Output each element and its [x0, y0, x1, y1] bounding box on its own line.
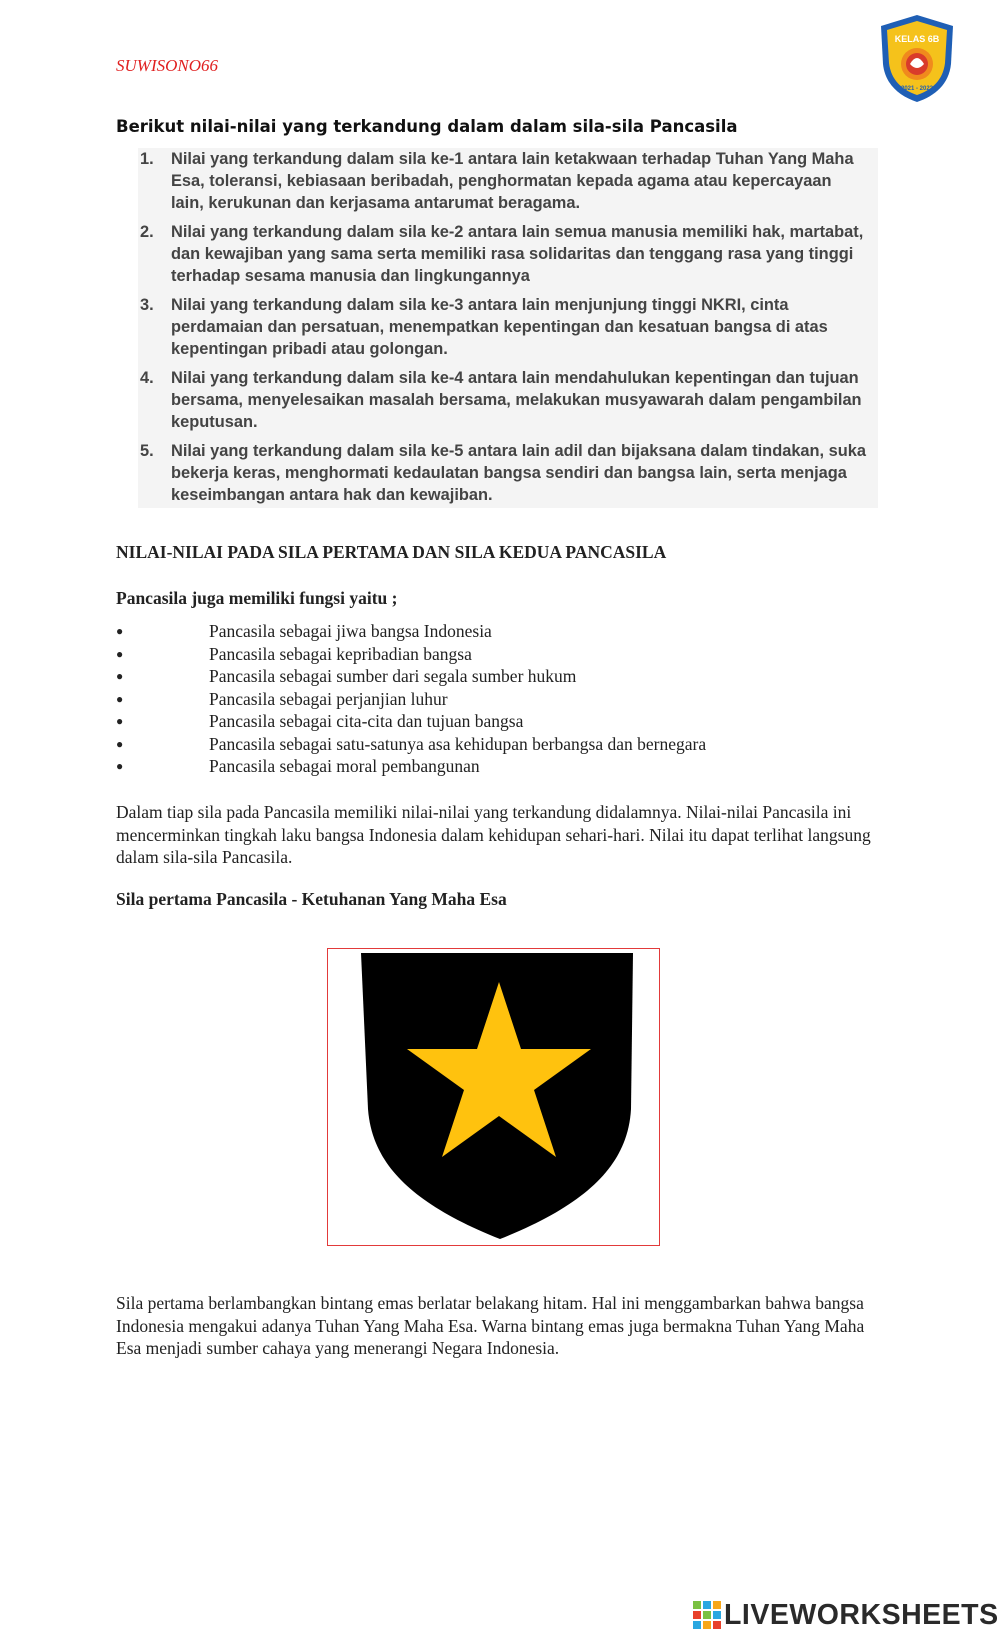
logo-text-top: KELAS 6B	[894, 34, 940, 44]
bullet-icon: ●	[116, 759, 124, 773]
value-text: Nilai yang terkandung dalam sila ke-5 antara lain adil dan bijaksana dalam tindakan, suka bekerja keras, menghormati kedaulatan bangsa sendiri dan bangsa lain, serta menjaga keseimbangan antara hak dan kewajiban.	[171, 442, 867, 504]
value-text: Nilai yang terkandung dalam sila ke-3 antara lain menjunjung tinggi NKRI, cinta perdamaian dan persatuan, menempatkan kepentingan dan kesatuan bangsa di atas kepentingan pribadi atau golongan.	[171, 296, 828, 358]
value-item-4	[138, 367, 868, 433]
liveworksheets-brand[interactable]	[693, 1598, 999, 1632]
bullet-icon: ●	[116, 736, 124, 751]
value-text: Nilai yang terkandung dalam sila ke-4 antara lain mendahulukan kepentingan dan tujuan bersama, menyelesaikan masalah bersama, melakukan musyawarah dalam pengambilan keputusan.	[171, 369, 862, 431]
value-text: Nilai yang terkandung dalam sila ke-1 antara lain ketakwaan terhadap Tuhan Yang Maha Esa, toleransi, kebiasaan beribadah, penghormatan kepada agama atau kepercayaan lain, kerukunan dan kerjasama antarumat beragama.	[171, 150, 854, 212]
values-box	[138, 148, 878, 508]
class-badge-icon	[875, 12, 959, 104]
logo-text-bottom: 2021 - 2022	[900, 86, 934, 92]
section-title: NILAI-NILAI PADA SILA PERTAMA DAN SILA KEDUA PANCASILA	[116, 542, 667, 562]
value-item-3	[138, 294, 868, 360]
bullet-icon: ●	[116, 624, 124, 638]
liveworksheets-logo-icon	[693, 1601, 721, 1629]
value-item-5	[138, 440, 868, 506]
value-number: 3.	[140, 296, 154, 314]
author-label: SUWISONO66	[116, 56, 218, 75]
value-number: 5.	[140, 442, 154, 460]
intro-title: Berikut nilai-nilai yang terkandung dalam dalam sila-sila Pancasila	[116, 117, 738, 136]
value-number: 1.	[140, 150, 154, 168]
bullet-icon: ●	[116, 669, 124, 683]
value-item-1	[138, 148, 868, 214]
bullet-icon: ●	[116, 691, 124, 706]
value-number: 2.	[140, 223, 154, 241]
intro-paragraph: Dalam tiap sila pada Pancasila memiliki nilai-nilai yang terkandung didalamnya. Nilai-nilai Pancasila ini mencerminkan tingkah laku bangsa Indonesia dalam kehidupan sehari-hari. Nilai itu dapat terlihat langsung dalam sila-sila Pancasila.	[116, 802, 871, 867]
fungsi-title: Pancasila juga memiliki fungsi yaitu ;	[116, 588, 398, 608]
gold-star-shield-icon	[328, 949, 658, 1244]
value-number: 4.	[140, 369, 154, 387]
brand-text: LIVEWORKSHEETS	[724, 1598, 999, 1631]
value-item-2	[138, 221, 868, 287]
value-text: Nilai yang terkandung dalam sila ke-2 antara lain semua manusia memiliki hak, martabat, dan kewajiban yang sama serta memiliki rasa solidaritas dan tenggang rasa yang tinggi terhadap sesama manusia dan lingkungannya	[171, 223, 864, 285]
bullet-icon: ●	[116, 646, 124, 661]
bullet-icon: ●	[116, 714, 124, 728]
sila1-title: Sila pertama Pancasila - Ketuhanan Yang Maha Esa	[116, 889, 507, 909]
emblem-frame	[327, 948, 660, 1246]
sila1-description: Sila pertama berlambangkan bintang emas berlatar belakang hitam. Hal ini menggambarkan bahwa bangsa Indonesia mengakui adanya Tuhan Yang Maha Esa. Warna bintang emas juga bermakna Tuhan Yang Maha Esa menjadi sumber cahaya yang menerangi Negara Indonesia.	[116, 1293, 865, 1358]
